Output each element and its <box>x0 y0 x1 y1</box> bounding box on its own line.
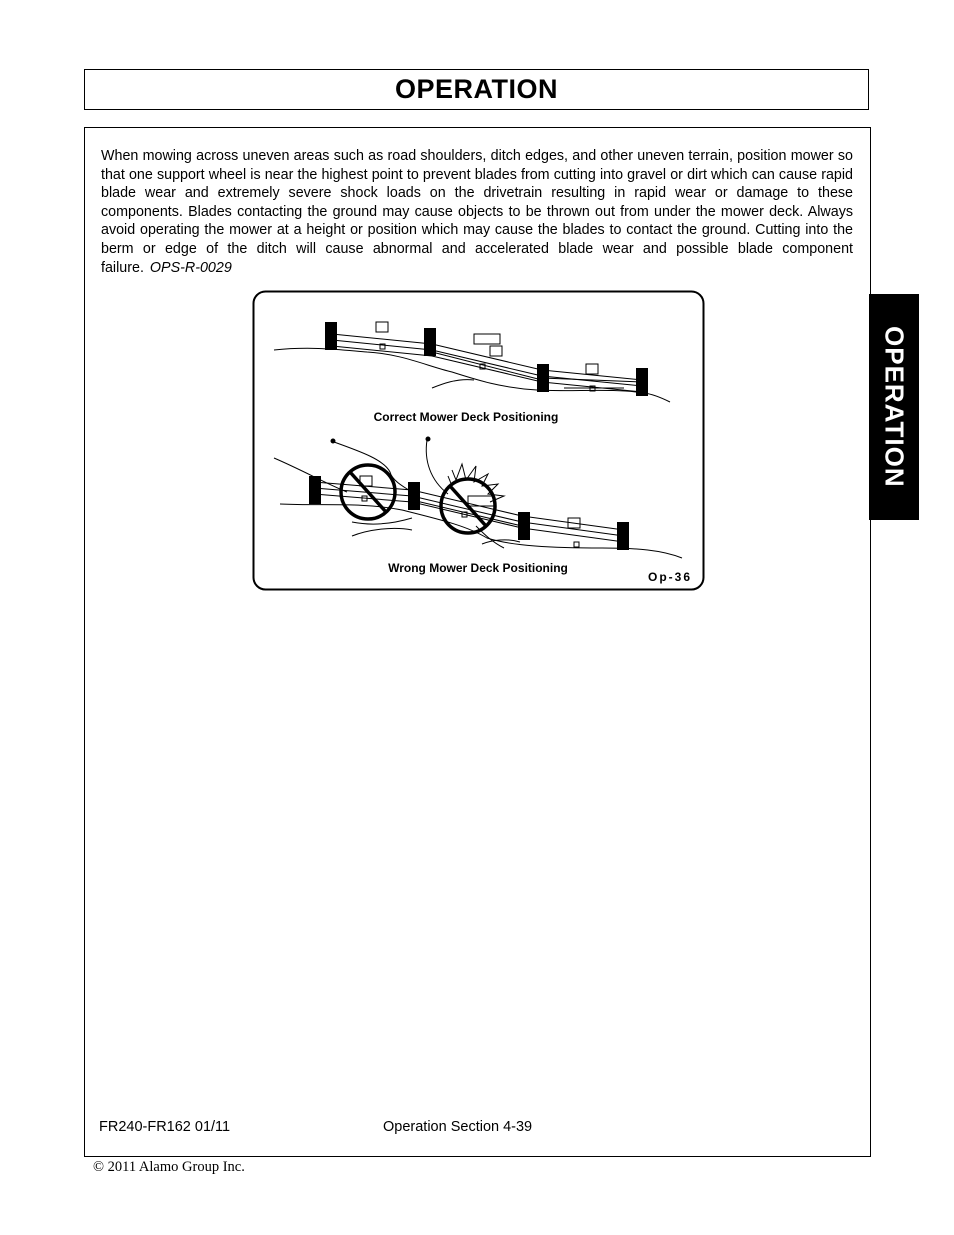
paragraph-text: When mowing across uneven areas such as road shoulders, ditch edges, and other uneven terrain, position mower so that one support wheel is near the highest point to prevent blades from cutting into gravel or dirt which can cause rapid blade wear and extremely severe shock loads on the drivetrain resulting in rapid wear or damage to these components. Blades contacting the ground may cause objects to be thrown out from under the mower deck. Always avoid operating the mower at a height or position which may cause the blades to contact the ground. Cutting into the berm or edge of the ditch will cause abnormal and accelerated blade wear and possible blade component failure. <box>101 148 853 276</box>
page-header <box>84 69 869 110</box>
mower-deck-positioning-figure <box>252 290 705 591</box>
reference-code: OPS-R-0029 <box>149 259 232 276</box>
wrong-caption: Wrong Mower Deck Positioning <box>388 561 568 575</box>
side-tab-label: OPERATION <box>879 326 910 488</box>
footer-section-page: Operation Section 4-39 <box>383 1119 533 1135</box>
page-title: OPERATION <box>394 74 558 104</box>
figure-id: Op-36 <box>647 570 692 584</box>
footer-model-date: FR240-FR162 01/11 <box>99 1119 231 1135</box>
content-frame <box>84 127 871 1157</box>
section-side-tab <box>869 294 919 520</box>
copyright-notice: © 2011 Alamo Group Inc. <box>93 1159 245 1175</box>
correct-caption: Correct Mower Deck Positioning <box>373 410 559 424</box>
safety-paragraph <box>101 147 853 277</box>
